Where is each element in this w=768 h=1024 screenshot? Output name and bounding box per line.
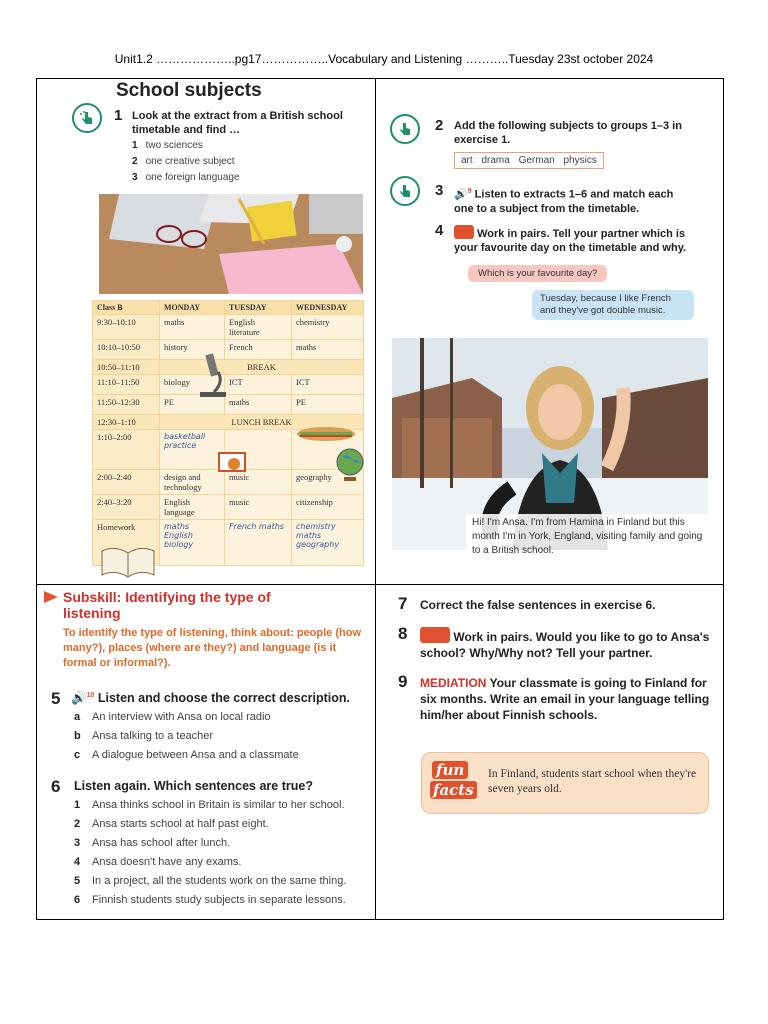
audio-icon[interactable]: 🔊: [71, 691, 87, 705]
mediation-label: MEDIATION: [420, 676, 487, 690]
exercise-7-instruction: Correct the false sentences in exercise 6.: [420, 598, 656, 612]
exercise-3-number: 3: [435, 182, 444, 199]
section-title: School subjects: [116, 80, 262, 101]
audio-track-number: 9: [467, 188, 472, 195]
list-item: c A dialogue between Ansa and a classmate: [74, 749, 299, 761]
sandwich-icon: [296, 425, 356, 448]
exercise-6-number: 6: [51, 777, 61, 796]
table-row: 11:10–11:50 biology ICT ICT: [93, 375, 364, 395]
list-item: 2 Ansa starts school at half past eight.: [74, 818, 269, 830]
exercise-1-number: 1: [114, 107, 123, 124]
speech-bubble-answer: Tuesday, because I like French and they've got double music.: [532, 290, 694, 320]
fun-facts-logo: [430, 759, 484, 807]
page-header: Unit1.2 ………………..pg17……………..Vocabulary and Listening ………..Tuesday 23st october 2024: [114, 52, 654, 66]
audio-icon[interactable]: 🔊: [454, 188, 468, 201]
list-item: 2 one creative subject: [132, 156, 235, 167]
table-header: TUESDAY: [225, 301, 292, 315]
fun-label: fun: [432, 761, 468, 779]
table-header: Class B: [93, 301, 160, 315]
pairwork-icon: [454, 225, 474, 239]
list-item: b Ansa talking to a teacher: [74, 730, 214, 742]
table-row: 9:30–10:10 maths English literature chemistry: [93, 315, 364, 340]
globe-icon: [334, 447, 366, 488]
fun-facts-text: In Finland, students start school when they're seven years old.: [488, 768, 697, 795]
exercise-8-text: Work in pairs. Would you like to go to Ansa's school? Why/Why not? Tell your partner.: [420, 630, 710, 660]
speech-bubble-question: Which is your favourite day?: [468, 265, 607, 282]
table-row: 12:30–1:10 LUNCH BREAK: [93, 415, 364, 430]
exercise-8-instruction: [420, 627, 712, 661]
list-item: 3 Ansa has school after lunch.: [74, 837, 231, 849]
exercise-2-number: 2: [435, 117, 444, 134]
microscope-icon: [196, 350, 230, 405]
list-item: 6 Finnish students study subjects in separate lessons.: [74, 894, 346, 906]
subskill-title: Subskill: Identifying the type of listening: [63, 589, 271, 621]
exercise-8-number: 8: [398, 624, 408, 643]
thinking-skills-icon: [390, 114, 420, 144]
table-header: WEDNESDAY: [292, 301, 364, 315]
list-item: 1 two sciences: [132, 140, 203, 151]
list-item: 5 In a project, all the students work on the same thing.: [74, 875, 347, 887]
exercise-9-instruction: [420, 675, 710, 723]
list-item: a An interview with Ansa on local radio: [74, 711, 271, 723]
exercise-6-list: [74, 796, 346, 910]
audio-track-number: 10: [86, 691, 95, 699]
list-item: 4 Ansa doesn't have any exams.: [74, 856, 242, 868]
book-icon: [100, 543, 156, 584]
list-item: 3 one foreign language: [132, 172, 240, 183]
exercise-4-number: 4: [435, 222, 444, 239]
thinking-skills-icon: [390, 176, 420, 206]
divider-horizontal: [36, 584, 724, 585]
exercise-5-text: Listen and choose the correct description.: [97, 691, 350, 705]
word-box: art drama German physics: [454, 152, 604, 169]
table-row: Homework maths English biology French maths chemistry maths geography: [93, 520, 364, 566]
photo-caption: Hi! I'm Ansa. I'm from Hamina in Finland but this month I'm in York, England, visiting family and going to a British school.: [466, 514, 718, 560]
exercise-7-number: 7: [398, 594, 408, 613]
arrow-icon: [44, 590, 54, 600]
exercise-5-instruction: [71, 691, 371, 706]
subskill-text: To identify the type of listening, think about: people (how many?), places (where are they?) and language (is it formal or informal?).: [63, 627, 362, 669]
list-item: 1 Ansa thinks school in Britain is similar to her school.: [74, 799, 345, 811]
exercise-9-text: Your classmate is going to Finland for six months. Write an email in your language telling him/her about Finnish schools.: [420, 676, 710, 722]
table-header: MONDAY: [160, 301, 225, 315]
divider-vertical-bottom: [375, 584, 376, 920]
table-row: 10:10–10:50 history French maths: [93, 340, 364, 360]
thinking-skills-icon: [72, 103, 102, 133]
exercise-5-options: [74, 708, 299, 765]
table-row: 2:40–3:20 English language music citizenship: [93, 495, 364, 520]
exercise-9-number: 9: [398, 672, 408, 691]
table-row: 1:10–2:00 basketball practice: [93, 430, 364, 470]
table-row: 2:00–2:40 design and technology music geography: [93, 470, 364, 495]
facts-label: facts: [430, 781, 477, 799]
exercise-5-number: 5: [51, 689, 61, 708]
desk-photo: [99, 194, 363, 294]
basketball-hoop-icon: [218, 452, 246, 483]
exercise-4-text: Work in pairs. Tell your partner which is your favourite day on the timetable and why.: [454, 228, 687, 254]
fun-facts-box: [421, 752, 709, 814]
divider-vertical-top: [375, 78, 376, 585]
exercise-1-list: [132, 138, 240, 186]
exercise-3-text: Listen to extracts 1–6 and match each one to a subject from the timetable.: [454, 188, 674, 215]
pairwork-icon: [420, 627, 450, 643]
table-row: 11:50–12:30 PE maths PE: [93, 395, 364, 415]
exercise-4-instruction: [454, 225, 699, 255]
exercise-1-instruction: Look at the extract from a British school timetable and find …: [132, 110, 343, 136]
exercise-2-instruction: Add the following subjects to groups 1–3 in exercise 1.: [454, 120, 682, 146]
table-row: 10:50–11:10 BREAK: [93, 360, 364, 375]
exercise-3-instruction: [454, 185, 694, 216]
exercise-6-instruction: Listen again. Which sentences are true?: [74, 779, 313, 793]
